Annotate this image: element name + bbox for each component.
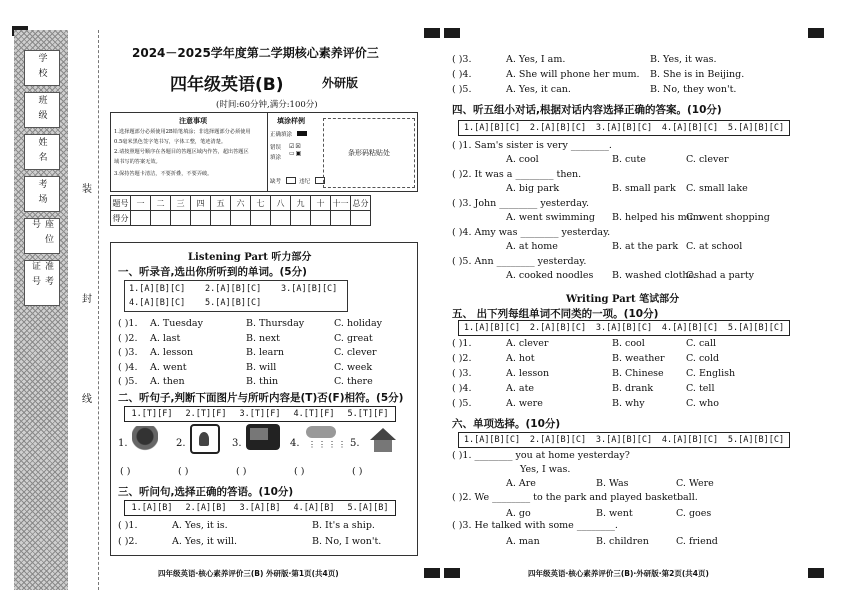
page-footer-right: 四年级英语·核心素养评价三(B)·外研版·第2页(共4页) [528, 569, 709, 578]
ticket-number-field[interactable] [24, 260, 60, 306]
option-c: C. who [686, 398, 719, 409]
answer-bubbles[interactable]: 5.[T][F] [347, 409, 389, 419]
answer-bubbles[interactable]: 3.[A][B][C] [595, 123, 653, 133]
answer-bubbles[interactable]: 2.[A][B][C] [529, 123, 587, 133]
cut-char: 装 [82, 184, 92, 195]
option-c: C. went shopping [686, 212, 770, 223]
section-5-title: 五、 出下列每组单词不同类的一项。(10分) [452, 308, 659, 320]
section-6-answer-bar [458, 432, 790, 448]
wrong-fill-label: 填涂 [270, 155, 282, 161]
score-header-cell: 十一 [331, 196, 351, 211]
cheat-label: 违纪 [299, 179, 311, 185]
question-number[interactable]: ( )5. [118, 376, 138, 387]
barcode-area [323, 118, 415, 188]
picture-number: 4. [290, 438, 300, 449]
listening-part-title: Listening Part 听力部分 [188, 252, 312, 263]
score-cell[interactable] [251, 211, 271, 226]
section-5-answer-bar [458, 320, 790, 336]
answer-bubbles[interactable]: 1.[T][F] [131, 409, 173, 419]
answer-bubbles[interactable]: 5.[A][B][C] [727, 123, 785, 133]
score-header-cell: 一 [131, 196, 151, 211]
option-a: A. then [150, 376, 185, 387]
question-number[interactable]: ( )1. [452, 338, 472, 349]
registration-mark [424, 568, 440, 578]
section-3-title: 三、听问句,选择正确的答语。(10分) [118, 486, 294, 498]
class-field[interactable] [24, 92, 60, 128]
question-stem[interactable]: ( )3. John ________ yesterday. [452, 198, 590, 209]
field-label: 学校 [36, 53, 47, 83]
answer-bubbles[interactable]: 4.[T][F] [293, 409, 335, 419]
notice-line: 域书写的答案无效。 [114, 159, 161, 165]
question-stem[interactable]: ( )3. He talked with some ________. [452, 520, 618, 531]
option-a: A. at home [506, 241, 558, 252]
answer-bubbles[interactable]: 5.[A][B][C] [205, 298, 262, 308]
answer-bubbles[interactable]: 2.[T][F] [185, 409, 227, 419]
score-header-cell: 四 [191, 196, 211, 211]
option-a: A. Tuesday [150, 318, 203, 329]
option-a: A. last [150, 332, 181, 344]
barcode-label: 条形码粘贴处 [348, 149, 390, 157]
score-header-cell: 八 [271, 196, 291, 211]
notice-line: 2.请按照题号顺序在各题目的答题区域内作答，超出答题区 [114, 149, 249, 155]
exam-title: 2024－2025学年度第二学期核心素养评价三 [132, 46, 379, 60]
section-2-title: 二、听句子,判断下面图片与所听内容是(T)否(F)相符。(5分) [118, 392, 404, 404]
option-b: B. went [596, 508, 633, 519]
option-a: A. clever [506, 338, 549, 349]
option-b: B. Yes, it was. [650, 54, 717, 65]
option-a: A. lesson [150, 347, 194, 358]
score-cell[interactable] [151, 211, 171, 226]
option-a: A. went [150, 361, 187, 373]
edition-label: 外研版 [322, 76, 359, 90]
option-b: B. weather [612, 353, 665, 364]
answer-bubbles[interactable]: 1.[A][B][C] [463, 323, 521, 333]
option-a: A. Are [506, 478, 536, 489]
option-c: C. had a party [686, 270, 755, 281]
score-row-label: 得分 [111, 211, 131, 226]
answer-bubbles[interactable]: 4.[A][B][C] [661, 435, 719, 445]
option-c: C. tell [686, 383, 715, 394]
answer-paren[interactable]: ( ) [294, 466, 305, 477]
question-number[interactable]: ( )3. [118, 347, 138, 358]
option-b: B. will [246, 361, 277, 373]
option-c: C. there [334, 376, 373, 387]
picture-number: 3. [232, 438, 242, 449]
section-1-title: 一、听录音,选出你所听到的单词。(5分) [118, 266, 307, 278]
tree-picture-icon [132, 426, 158, 452]
question-stem[interactable]: ( )1. Sam's sister is very ________. [452, 140, 612, 151]
answer-bubbles[interactable]: 1.[A][B][C] [129, 284, 186, 294]
option-b: B. children [596, 536, 649, 547]
question-stem[interactable]: ( )2. It was a ________ then. [452, 169, 582, 180]
correct-fill-label: 正确填涂 [270, 132, 293, 138]
score-header-cell: 七 [251, 196, 271, 211]
score-cell[interactable] [291, 211, 311, 226]
question-number[interactable]: ( )5. [452, 398, 472, 409]
absent-checkbox[interactable] [286, 177, 296, 184]
field-label: 准考证号 [30, 261, 53, 291]
student-info-strip [14, 30, 68, 590]
option-a: A. go [506, 508, 531, 519]
option-b: B. She is in Beijing. [650, 69, 745, 80]
notice-box [110, 112, 418, 192]
field-label: 姓名 [36, 137, 47, 167]
option-a: A. Yes, it can. [506, 84, 571, 95]
answer-bubbles[interactable]: 2.[A][B][C] [205, 284, 262, 294]
option-c: C. goes [676, 508, 712, 519]
option-b: B. helped his mum [612, 212, 702, 223]
option-b: B. No, I won't. [312, 536, 382, 547]
option-c: C. holiday [334, 318, 382, 329]
question-number[interactable]: ( )4. [118, 361, 138, 373]
score-cell[interactable] [171, 211, 191, 226]
answer-bubbles[interactable]: 3.[A][B][C] [281, 284, 338, 294]
option-a: A. cooked noodles [506, 270, 594, 281]
question-number[interactable]: ( )2. [452, 353, 472, 364]
registration-mark [444, 28, 460, 38]
answer-bubbles[interactable]: 5.[A][B] [347, 503, 389, 513]
option-a: A. big park [506, 183, 560, 194]
filled-example [297, 131, 307, 136]
option-b: B. No, they won't. [650, 84, 737, 95]
score-header-cell: 三 [171, 196, 191, 211]
school-field[interactable] [24, 50, 60, 86]
notice-line: 1.选择题部分必须使用2B铅笔填涂；非选择题部分必须使用 [114, 129, 251, 135]
score-header-cell: 二 [151, 196, 171, 211]
option-b: B. cute [612, 154, 646, 165]
registration-mark [444, 568, 460, 578]
score-cell[interactable] [351, 211, 371, 226]
page-footer-left: 四年级英语·核心素养评价三(B) 外研版·第1页(共4页) [158, 569, 339, 578]
answer-bubbles[interactable]: 1.[A][B][C] [463, 123, 521, 133]
question-number[interactable]: ( )4. [452, 383, 472, 394]
name-field[interactable] [24, 134, 60, 170]
question-stem[interactable]: ( )5. Ann ________ yesterday. [452, 256, 587, 267]
option-a: A. man [506, 536, 540, 547]
cut-char: 封 [82, 294, 92, 305]
dialogue-reply: Yes, I was. [520, 464, 571, 475]
registration-mark [424, 28, 440, 38]
section-6-title: 六、单项选择。(10分) [452, 418, 561, 430]
absent-label: 缺考 [270, 179, 282, 185]
score-cell[interactable] [331, 211, 351, 226]
answer-bubbles[interactable]: 2.[A][B][C] [529, 323, 587, 333]
answer-bubbles[interactable]: 5.[A][B][C] [727, 435, 785, 445]
registration-mark [808, 28, 824, 38]
question-number[interactable]: ( )2. [118, 536, 138, 547]
answer-paren[interactable]: ( ) [120, 466, 131, 477]
rain-cloud-icon: ⋮⋮⋮⋮ [304, 424, 340, 450]
option-b: B. Chinese [612, 368, 664, 379]
option-a: A. ate [506, 383, 535, 394]
option-a: A. lesson [506, 368, 550, 379]
option-a: A. Yes, it is. [172, 520, 228, 531]
option-b: B. small park [612, 183, 676, 194]
question-stem[interactable]: ( )4. Amy was ________ yesterday. [452, 227, 611, 238]
question-number[interactable]: ( )5. [452, 84, 472, 95]
score-cell[interactable] [311, 211, 331, 226]
score-header-cell: 十 [311, 196, 331, 211]
answer-bubbles[interactable]: 1.[A][B] [131, 503, 173, 513]
answer-bubbles[interactable]: 4.[A][B][C] [129, 298, 186, 308]
house-picture-icon [366, 428, 400, 454]
answer-bubbles[interactable]: 4.[A][B][C] [661, 323, 719, 333]
option-b: B. drank [612, 383, 654, 394]
answer-paren[interactable]: ( ) [236, 466, 247, 477]
option-b: B. next [246, 332, 280, 344]
example-title: 填涂样例 [277, 116, 305, 125]
notice-line: 3.保持答题卡清洁，不要折叠，不要弄破。 [114, 171, 213, 177]
score-table [110, 195, 371, 226]
option-c: C. call [686, 338, 717, 349]
exam-room-field[interactable] [24, 176, 60, 212]
wrong-example-icons: ☑☒ ▭▣ [289, 143, 303, 157]
computer-picture-icon [246, 424, 280, 450]
answer-paren[interactable]: ( ) [178, 466, 189, 477]
section-1-answer-box [124, 280, 348, 312]
field-label: 座位号 [30, 219, 53, 249]
seat-number-field[interactable] [24, 218, 60, 254]
question-number[interactable]: ( )1. [118, 520, 138, 531]
score-cell[interactable] [231, 211, 251, 226]
question-number[interactable]: ( )4. [452, 69, 472, 80]
wrong-fill-label: 错误 [270, 145, 282, 151]
option-c: C. at school [686, 241, 743, 252]
score-header-cell: 六 [231, 196, 251, 211]
option-b: B. at the park [612, 241, 679, 252]
answer-bubbles[interactable]: 2.[A][B] [185, 503, 227, 513]
option-c: C. great [334, 332, 373, 344]
option-a: A. hot [506, 353, 535, 364]
answer-bubbles[interactable]: 3.[T][F] [239, 409, 281, 419]
cut-char: 线 [82, 394, 92, 405]
option-c: C. clever [686, 154, 729, 165]
option-b: B. Thursday [246, 318, 305, 329]
option-c: C. clever [334, 347, 377, 358]
answer-bubbles[interactable]: 3.[A][B][C] [595, 323, 653, 333]
option-c: C. Were [676, 478, 714, 489]
section-3-answer-bar [124, 500, 396, 516]
option-b: B. cool [612, 338, 645, 349]
score-header-cell: 总分 [351, 196, 371, 211]
option-a: A. Yes, I am. [506, 54, 566, 65]
option-b: B. Was [596, 478, 629, 489]
field-label: 班级 [36, 95, 47, 125]
option-a: A. Yes, it will. [172, 536, 238, 547]
option-a: A. cool [506, 154, 539, 165]
answer-bubbles[interactable]: 3.[A][B] [239, 503, 281, 513]
section-4-answer-bar [458, 120, 790, 136]
option-b: B. learn [246, 347, 285, 358]
option-c: C. week [334, 361, 373, 373]
answer-bubbles[interactable]: 5.[A][B][C] [727, 323, 785, 333]
option-c: C. small lake [686, 183, 748, 194]
score-cell[interactable] [191, 211, 211, 226]
option-c: C. cold [686, 353, 720, 364]
section-2-answer-bar [124, 406, 396, 422]
notice-title: 注意事项 [179, 116, 207, 125]
score-cell[interactable] [271, 211, 291, 226]
picture-frame-icon [190, 424, 220, 454]
score-header-cell: 九 [291, 196, 311, 211]
question-number[interactable]: ( )2. [118, 332, 138, 344]
answer-bubbles[interactable]: 1.[A][B][C] [463, 435, 521, 445]
question-stem[interactable]: ( )2. We ________ to the park and played basketball. [452, 492, 698, 503]
score-cell[interactable] [131, 211, 151, 226]
option-b: B. washed clothes [612, 270, 700, 281]
notice-line: 0.5毫米黑色签字笔书写，字体工整，笔迹清楚。 [114, 139, 227, 145]
picture-number: 2. [176, 438, 186, 449]
time-score: (时间:60分钟,满分:100分) [216, 100, 318, 110]
question-stem[interactable]: ( )1. ________ you at home yesterday? [452, 450, 630, 461]
picture-number: 1. [118, 438, 128, 449]
answer-bubbles[interactable]: 4.[A][B][C] [661, 123, 719, 133]
answer-bubbles[interactable]: 3.[A][B][C] [595, 435, 653, 445]
option-a: A. were [506, 398, 543, 409]
section-4-title: 四、听五组小对话,根据对话内容选择正确的答案。(10分) [452, 104, 722, 116]
answer-bubbles[interactable]: 2.[A][B][C] [529, 435, 587, 445]
option-c: C. friend [676, 536, 718, 547]
subject-title: 四年级英语(B) [170, 75, 284, 95]
option-b: B. It's a ship. [312, 520, 375, 531]
answer-bubbles[interactable]: 4.[A][B] [293, 503, 335, 513]
score-header-cell: 五 [211, 196, 231, 211]
score-cell[interactable] [211, 211, 231, 226]
option-b: B. thin [246, 376, 279, 387]
writing-part-title: Writing Part 笔试部分 [566, 294, 680, 305]
answer-paren[interactable]: ( ) [352, 466, 363, 477]
question-number[interactable]: ( )3. [452, 368, 472, 379]
option-c: C. English [686, 368, 736, 379]
field-label: 考场 [36, 179, 47, 209]
option-a: A. She will phone her mum. [506, 69, 640, 80]
picture-number: 5. [350, 438, 360, 449]
score-header-cell: 题号 [111, 196, 131, 211]
cut-line [98, 30, 99, 590]
question-number[interactable]: ( )1. [118, 318, 138, 329]
registration-mark [808, 568, 824, 578]
option-b: B. why [612, 398, 645, 409]
option-a: A. went swimming [506, 212, 595, 223]
question-number[interactable]: ( )3. [452, 54, 472, 65]
